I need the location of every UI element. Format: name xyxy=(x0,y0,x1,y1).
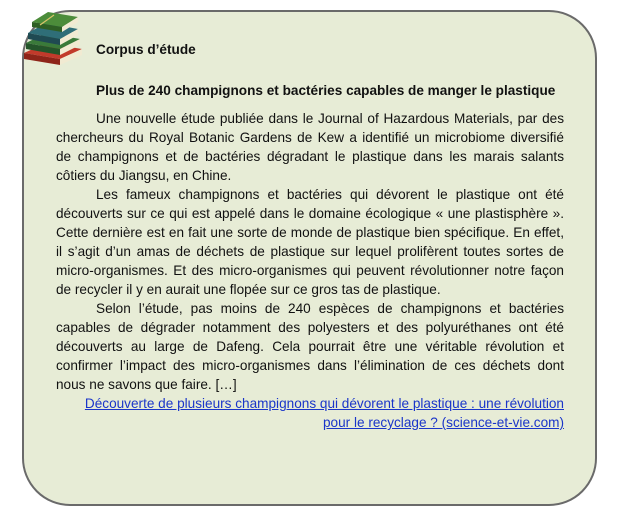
section-heading: Corpus d’étude xyxy=(96,42,196,57)
document-content xyxy=(56,40,564,432)
source-line xyxy=(56,394,564,432)
source-link[interactable]: Découverte de plusieurs champignons qui dévorent le plastique : une révolution pour le recyclage ? (science-et-vie.com) xyxy=(84,396,564,430)
paragraph-2: Les fameux champignons et bactéries qui dévorent le plastique ont été découverts sur ce qui est appelé dans le domaine écologique « une plastisphère ». Cette dernière est en fait une sorte de monde de plastique bien spécifique. En effet, il s’agit d’un amas de déchets de plastique sur lequel prolifèrent toutes sortes de micro-organismes. Et des micro-organismes qui peuvent révolutionner notre façon de recycler il y en aurait une flopée sur ce gros tas de plastique. xyxy=(56,187,564,297)
article-title: Plus de 240 champignons et bactéries capables de manger le plastique xyxy=(96,83,556,98)
paragraph-3: Selon l’étude, pas moins de 240 espèces de champignons et bactéries capables de dégrader notamment des polyesters et des polyuréthanes ont été découverts au large de Dafeng. Cela pourrait être une véritable révolution et confirmer l’impact des micro-organismes dans l’élimination de ces déchets dont nous ne savons que faire. […] xyxy=(56,301,564,392)
paragraph-1: Une nouvelle étude publiée dans le Journal of Hazardous Materials, par des chercheurs du Royal Botanic Gardens de Kew a identifié un microbiome diversifié de champignons et de bactéries dégradant le plastique dans les marais salants côtiers du Jiangsu, en Chine. xyxy=(56,111,564,183)
